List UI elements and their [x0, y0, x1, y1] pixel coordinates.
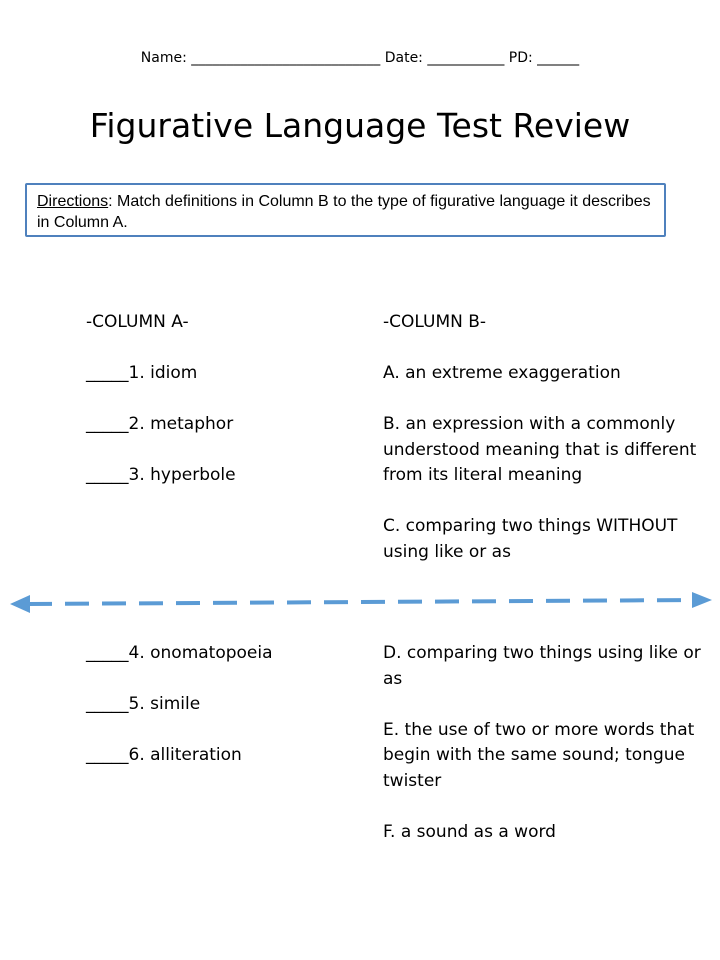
- column-a-top: [86, 310, 356, 514]
- directions-text: : Match definitions in Column B to the type of figurative language it describes in Column A.: [37, 193, 651, 231]
- column-a-item-2: _____2. metaphor: [86, 414, 234, 434]
- arrow-right-icon: [692, 592, 712, 608]
- column-a-item-6: _____6. alliteration: [86, 745, 242, 765]
- column-b-item-e: E. the use of two or more words that begin with the same sound; tongue twister: [383, 719, 695, 791]
- column-b-bottom: [383, 641, 703, 871]
- column-a-item-3: _____3. hyperbole: [86, 465, 236, 485]
- column-a-item-1: _____1. idiom: [86, 363, 198, 383]
- dashed-line: [28, 600, 696, 604]
- column-b-top: [383, 310, 703, 591]
- column-a-item-4: _____4. onomatopoeia: [86, 643, 273, 663]
- column-b-item-b: B. an expression with a commonly understood meaning that is different from its literal meaning: [383, 414, 697, 485]
- arrow-left-icon: [10, 595, 30, 613]
- directions-label: Directions: [37, 193, 109, 210]
- column-a-bottom: [86, 641, 356, 794]
- column-b-item-a: A. an extreme exaggeration: [383, 363, 621, 383]
- name-date-period-line: Name: ___________________________ Date: ___________ PD: ______: [140, 50, 580, 66]
- column-b-heading: -COLUMN B-: [383, 312, 487, 332]
- column-b-item-c: C. comparing two things WITHOUT using like or as: [383, 516, 678, 562]
- page-title: Figurative Language Test Review: [89, 106, 631, 145]
- column-a-item-5: _____5. simile: [86, 694, 201, 714]
- column-a-heading: -COLUMN A-: [86, 312, 189, 332]
- directions-box: [25, 183, 666, 237]
- column-b-item-f: F. a sound as a word: [383, 821, 556, 842]
- column-b-item-d: D. comparing two things using like or as: [383, 643, 701, 689]
- dashed-divider: [8, 588, 714, 618]
